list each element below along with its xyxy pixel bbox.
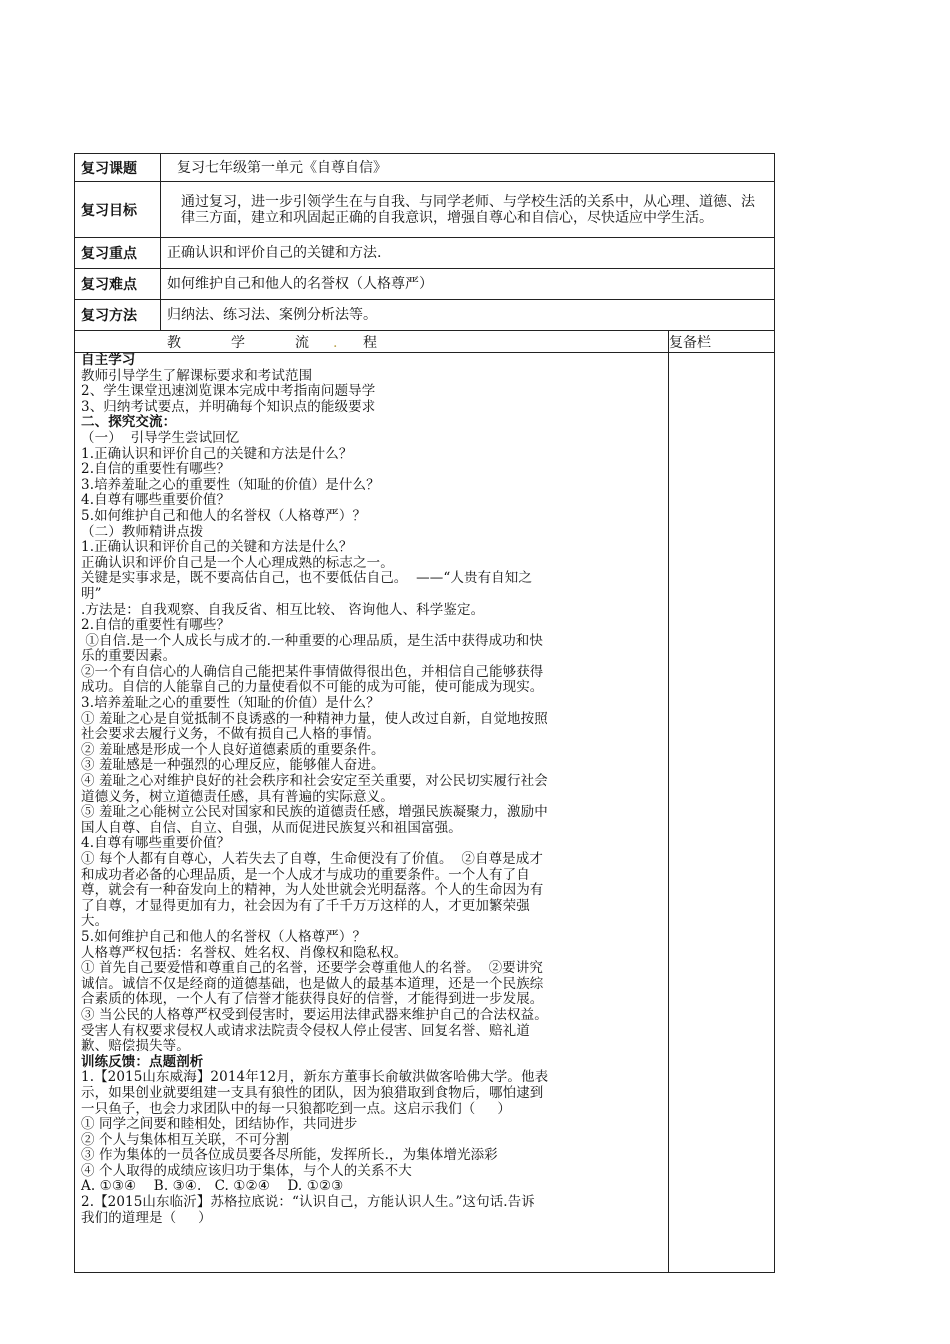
content-line: 人格尊严权包括：名誉权、姓名权、肖像权和隐私权。 <box>81 944 408 961</box>
content-line: ① 首先自己要爱惜和尊重自己的名誉，还要学会尊重他人的名誉。 ②要讲究 <box>81 960 543 977</box>
content-line: 社会要求去履行义务，不做有损自己人格的事情。 <box>81 726 381 743</box>
content-line: ② 羞耻感是形成一个人良好道德素质的重要条件。 <box>81 741 385 758</box>
content-line: ④ 个人取得的成绩应该归功于集体，与个人的关系不大 <box>81 1162 412 1179</box>
flow-header-char-3: 流 <box>295 334 309 351</box>
content-line: 关键是实事求是，既不要高估自己，也不要低估自己。 ——“人贵有自知之 <box>81 570 532 587</box>
content-line: 教师引导学生了解课标要求和考试范围 <box>81 367 313 384</box>
row-main-content <box>75 353 775 1273</box>
content-line: 大。 <box>81 913 109 930</box>
label-difficulty: 复习难点 <box>75 269 161 300</box>
row-goal <box>75 182 775 238</box>
main-content-cell <box>75 353 669 1273</box>
content-line: ①自信.是一个人成长与成才的.一种重要的心理品质，是生活中获得成功和快 <box>81 632 543 649</box>
flow-header <box>75 331 669 353</box>
content-line: 国人自尊、自信、自立、自强，从而促进民族复兴和祖国富强。 <box>81 819 462 836</box>
content-line: 了自尊，才显得更加有力，社会因为有了千千万万这样的人，才更加繁荣强 <box>81 897 530 914</box>
content-line: 正确认识和评价自己是一个人心理成熟的标志之一。 <box>81 554 394 571</box>
content-line: ④ 羞耻之心对维护良好的社会秩序和社会安定至关重要，对公民切实履行社会 <box>81 773 548 790</box>
row-difficulty <box>75 269 775 300</box>
content-line: 成功。自信的人能靠自己的力量使看似不可能的成为可能，使可能成为现实。 <box>81 679 544 696</box>
content-line: 2.自信的重要性有哪些？ <box>81 617 231 634</box>
content-line: （二）教师精讲点拨 <box>81 523 204 540</box>
content-line: ③ 当公民的人格尊严权受到侵害时，要运用法律武器来维护自己的合法权益。 <box>81 1006 548 1023</box>
content-line: 二、探究交流： <box>81 414 177 431</box>
content-line: 我们的道理是（ ） <box>81 1209 212 1226</box>
content-line: 1.【2015山东威海】2014年12月，新东方董事长俞敏洪做客哈佛大学。他表 <box>81 1069 549 1086</box>
content-line: 示，如果创业就要组建一支具有狼性的团队，因为狼猎取到食物后，哪怕逮到 <box>81 1084 544 1101</box>
content-line: 1.正确认识和评价自己的关键和方法是什么？ <box>81 539 353 556</box>
content-line: 4.自尊有哪些重要价值？ <box>81 492 231 509</box>
content-line: 乐的重要因素。 <box>81 648 177 665</box>
content-line: 5.如何维护自己和他人的名誉权（人格尊严）？ <box>81 928 367 945</box>
row-method <box>75 300 775 331</box>
content-line: 3.培养羞耻之心的重要性（知耻的价值）是什么？ <box>81 476 380 493</box>
row-key-point <box>75 238 775 269</box>
content-line: 2.【2015山东临沂】苏格拉底说：“认识自己，方能认识人生。”这句话.告诉 <box>81 1194 535 1211</box>
content-line: ① 羞耻之心是自觉抵制不良诱惑的一种精神力量，使人改过自新，自觉地按照 <box>81 710 548 727</box>
content-line: 5.如何维护自己和他人的名誉权（人格尊严）？ <box>81 507 367 524</box>
lesson-plan-sheet <box>74 153 774 1273</box>
content-line: 受害人有权要求侵权人或请求法院责令侵权人停止侵害、回复名誉、赔礼道 <box>81 1022 530 1039</box>
content-line: 自主学习 <box>81 352 136 368</box>
content-line: 3.培养羞耻之心的重要性（知耻的价值）是什么？ <box>81 695 380 712</box>
content-line: （一） 引导学生尝试回忆 <box>81 429 240 446</box>
content-line: 明” <box>81 585 102 602</box>
content-line: ②一个有自信心的人确信自己能把某件事情做得很出色，并相信自己能够获得 <box>81 663 544 680</box>
side-header: 复备栏 <box>669 331 775 353</box>
label-goal: 复习目标 <box>75 182 161 238</box>
flow-header-char-2: 学 <box>231 334 245 351</box>
content-line: 1.正确认识和评价自己的关键和方法是什么？ <box>81 445 353 462</box>
value-goal: 通过复习，进一步引领学生在与自我、与同学老师、与学校生活的关系中，从心理、道德、法律三方面，建立和巩固起正确的自我意识，增强自尊心和自信心，尽快适应中学生活。 <box>161 182 775 238</box>
content-line: 训练反馈：点题剖析 <box>81 1053 204 1070</box>
content-line: A. ①③④ B. ③④. C. ①②④ D. ①②③ <box>81 1178 344 1195</box>
content-line: ③ 羞耻感是一种强烈的心理反应，能够催人奋进。 <box>81 757 385 774</box>
content-line: ① 同学之间要和睦相处，团结协作，共同进步 <box>81 1116 358 1133</box>
content-line: 和成功者必备的心理品质，是一个人成才与成功的重要条件。一个人有了自 <box>81 866 530 883</box>
content-line: 2.自信的重要性有哪些？ <box>81 461 231 478</box>
value-key-point: 正确认识和评价自己的关键和方法. <box>161 238 775 269</box>
content-line: 合素质的体现，一个人有了信誉才能获得良好的信誉，才能得到进一步发展。 <box>81 991 544 1008</box>
value-method: 归纳法、练习法、案例分析法等。 <box>161 300 775 331</box>
content-line: 尊，就会有一种奋发向上的精神，为人处世就会光明磊落。个人的生命因为有 <box>81 882 544 899</box>
row-topic <box>75 154 775 182</box>
content-line: .方法是：自我观察、自我反省、相互比较、 咨询他人、科学鉴定。 <box>81 601 485 618</box>
flow-header-char-4: 程 <box>363 334 377 351</box>
value-topic: 复习七年级第一单元《自尊自信》 <box>161 154 775 182</box>
label-method: 复习方法 <box>75 300 161 331</box>
content-line: ③ 作为集体的一员各位成员要各尽所能，发挥所长.，为集体增光添彩 <box>81 1147 498 1164</box>
content-line: ① 每个人都有自尊心，人若失去了自尊，生命便没有了价值。 ②自尊是成才 <box>81 851 543 867</box>
content-line: ② 个人与集体相互关联，不可分割 <box>81 1131 290 1148</box>
content-body <box>81 353 662 1226</box>
content-line: ⑤ 羞耻之心能树立公民对国家和民族的道德责任感，增强民族凝聚力，激励中 <box>81 804 548 821</box>
side-notes-cell <box>669 353 775 1273</box>
row-flow-header <box>75 331 775 353</box>
content-line: 道德义务，树立道德责任感，具有普遍的实际意义。 <box>81 788 394 805</box>
label-topic: 复习课题 <box>75 154 161 182</box>
lesson-plan-table <box>74 153 775 1273</box>
content-line: 一只鱼子，也会力求团队中的每一只狼都吃到一点。这启示我们（ ） <box>81 1100 511 1117</box>
content-line: 诚信。诚信不仅是经商的道德基础，也是做人的最基本道理，还是一个民族综 <box>81 975 544 992</box>
value-difficulty: 如何维护自己和他人的名誉权（人格尊严） <box>161 269 775 300</box>
content-line: 2、学生课堂迅速浏览课本完成中考指南问题导学 <box>81 383 376 400</box>
content-line: 4.自尊有哪些重要价值？ <box>81 835 231 852</box>
label-key-point: 复习重点 <box>75 238 161 269</box>
flow-header-dot: . <box>333 334 338 351</box>
flow-header-char-1: 教 <box>167 334 181 351</box>
content-line: 3、归纳考试要点，并明确每个知识点的能级要求 <box>81 398 376 415</box>
content-line: 歉、赔偿损失等。 <box>81 1038 190 1055</box>
